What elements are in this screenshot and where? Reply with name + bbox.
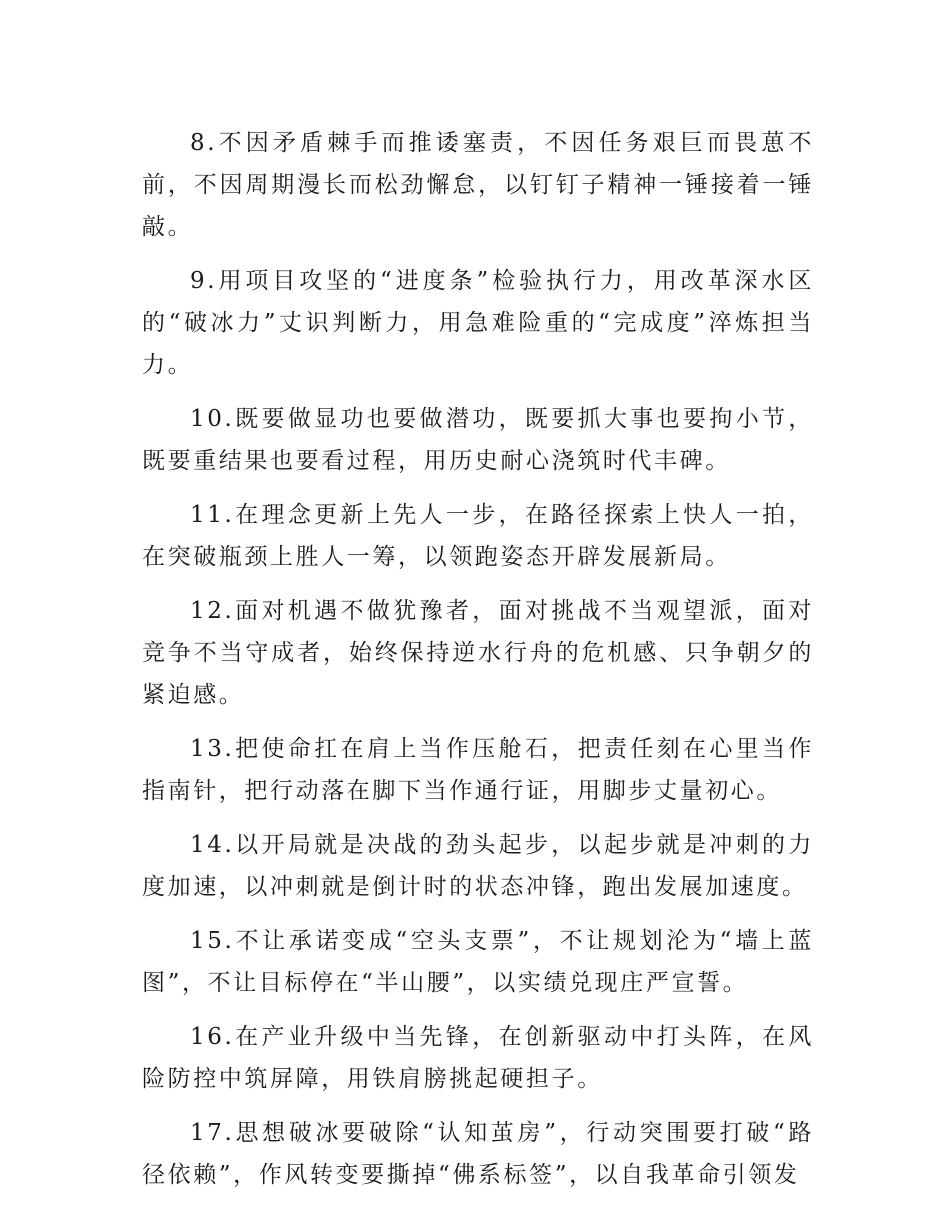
paragraph-10: 10.既要做显功也要做潜功，既要抓大事也要拘小节，既要重结果也要看过程，用历史耐心浇筑时代丰碑。 [142,406,814,474]
document-body [142,122,814,1208]
paragraph-8: 8.不因矛盾棘手而推诿塞责，不因任务艰巨而畏葸不前，不因周期漫长而松劲懈怠，以钉钉子精神一锤接着一锤敲。 [142,130,814,240]
paragraph-11: 11.在理念更新上先人一步，在路径探索上快人一拍，在突破瓶颈上胜人一筹，以领跑姿态开辟发展新局。 [142,502,814,570]
paragraph-9: 9.用项目攻坚的“进度条”检验执行力，用改革深水区的“破冰力”丈识判断力，用急难险重的“完成度”淬炼担当力。 [142,268,814,378]
paragraph-17: 17.思想破冰要破除“认知茧房”，行动突围要打破“路径依赖”，作风转变要撕掉“佛系标签”，以自我革命引领发 [142,1120,814,1188]
paragraph-13: 13.把使命扛在肩上当作压舱石，把责任刻在心里当作指南针，把行动落在脚下当作通行证，用脚步丈量初心。 [142,736,814,804]
paragraph-14: 14.以开局就是决战的劲头起步，以起步就是冲刺的力度加速，以冲刺就是倒计时的状态冲锋，跑出发展加速度。 [142,832,814,900]
paragraph-15: 15.不让承诺变成“空头支票”，不让规划沦为“墙上蓝图”，不让目标停在“半山腰”，以实绩兑现庄严宣誓。 [142,928,814,996]
paragraph-16: 16.在产业升级中当先锋，在创新驱动中打头阵，在风险防控中筑屏障，用铁肩膀挑起硬担子。 [142,1024,814,1092]
paragraph-12: 12.面对机遇不做犹豫者，面对挑战不当观望派，面对竞争不当守成者，始终保持逆水行舟的危机感、只争朝夕的紧迫感。 [142,598,814,708]
